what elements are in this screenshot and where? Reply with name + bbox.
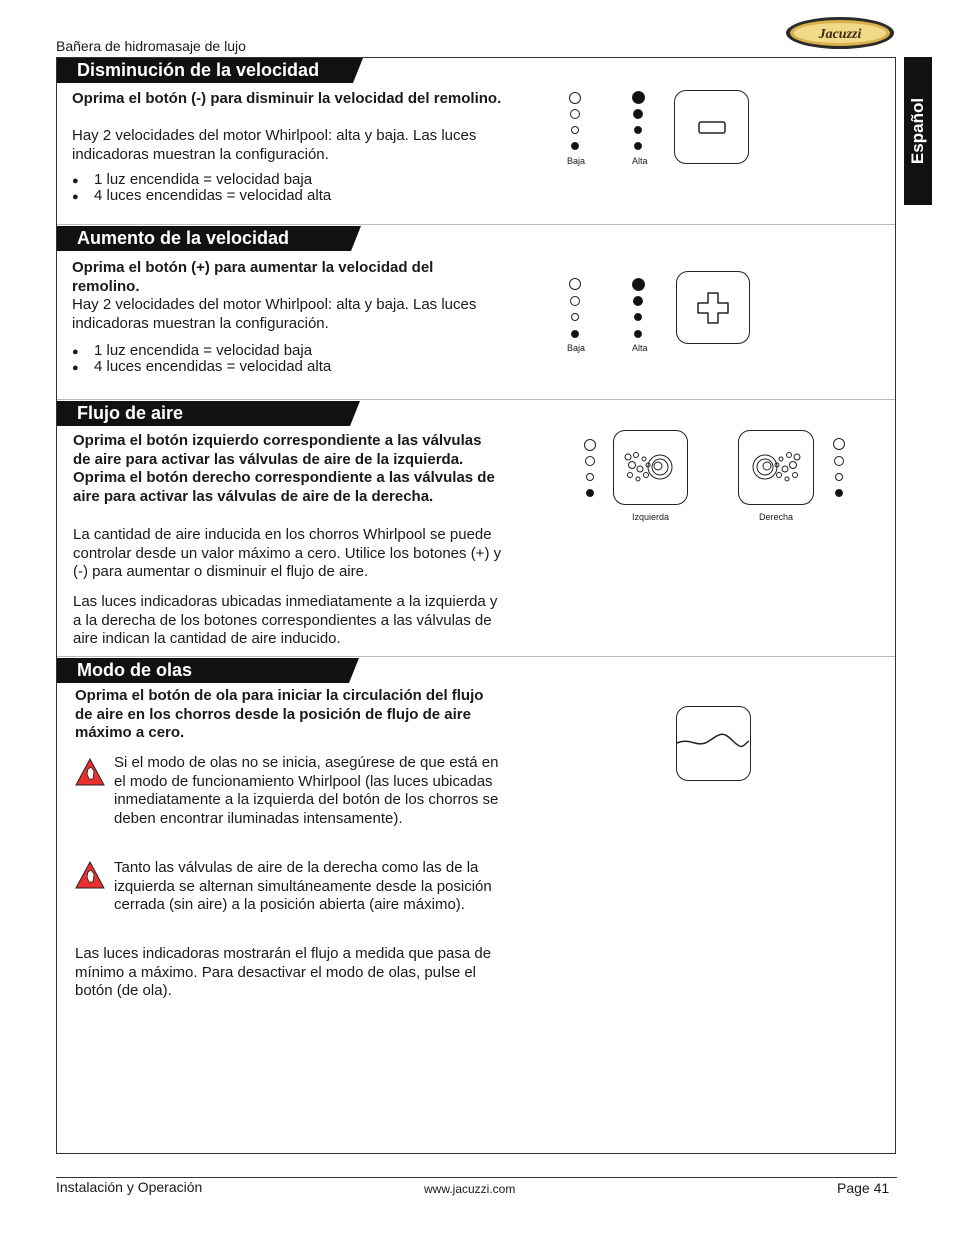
speed-up-body: Hay 2 velocidades del motor Whirlpool: alta y baja. Las luces indicadoras muestran la configuración.: [72, 296, 477, 332]
air-bubbles-icon: [739, 431, 812, 503]
label-left: Izquierda: [632, 512, 670, 522]
plus-button[interactable]: [676, 271, 750, 344]
warning-icon: [74, 860, 106, 890]
indicator-light-on: [634, 313, 642, 321]
indicator-light-on: [571, 142, 579, 150]
indicator-light: [570, 296, 580, 306]
indicator-light-on: [632, 91, 645, 104]
indicator-light-on: [633, 296, 643, 306]
label-low: Baja: [567, 156, 586, 166]
speed-down-bullet-2: ● 4 luces encendidas = velocidad alta: [94, 188, 331, 204]
label-high: Alta: [632, 156, 648, 166]
indicator-light: [569, 278, 581, 290]
speed-down-bullet-1: ● 1 luz encendida = velocidad baja: [94, 172, 312, 188]
page-number: Page 41: [837, 1180, 890, 1196]
indicator-light: [585, 456, 595, 466]
indicator-light-on: [634, 126, 642, 134]
plus-icon: [677, 272, 748, 343]
indicator-light-on: [571, 330, 579, 338]
indicator-light: [834, 456, 844, 466]
divider: [57, 656, 895, 657]
air-flow-body-1: La cantidad de aire inducida en los chorros Whirlpool se puede controlar desde un valor máximo a cero. Utilice los botones (+) y (-) para aumentar o disminuir el flujo de aire.: [73, 526, 502, 581]
wave-body: Las luces indicadoras mostrarán el flujo a medida que pasa de mínimo a máximo. Para desactivar el modo de olas, pulse el botón (de ola).: [75, 945, 492, 1000]
wave-warning-1: Si el modo de olas no se inicia, asegúrese de que está en el modo de funcionamiento Whirlpool (las luces ubicadas inmediatamente a la izquierda del botón de los chorros se deben encontrar iluminadas intensamente).: [114, 754, 499, 827]
indicator-light: [571, 126, 579, 134]
label-right: Derecha: [759, 512, 794, 522]
jacuzzi-logo: [785, 16, 895, 50]
air-flow-lead: Oprima el botón izquierdo correspondiente a las válvulas de aire para activar las válvulas de aire de la izquierda. Oprima el botón derecho correspondiente a las válvulas de aire para activar las válvulas de aire de la derecha.: [73, 432, 495, 505]
air-flow-body-2: Las luces indicadoras ubicadas inmediatamente a la izquierda y a la derecha de los botones correspondientes a las válvulas de aire indican la cantidad de aire inducido.: [73, 593, 498, 648]
indicator-light: [833, 438, 845, 450]
wave-icon: [677, 707, 749, 779]
minus-icon: [675, 91, 747, 163]
wave-lead: Oprima el botón de ola para iniciar la circulación del flujo de aire en los chorros desde la posición de flujo de aire máximo a cero.: [75, 687, 484, 742]
divider: [57, 399, 895, 400]
indicator-light: [835, 473, 843, 481]
section-title-wave: Modo de olas: [57, 658, 349, 683]
wave-button[interactable]: [676, 706, 751, 781]
section-title-air-flow: Flujo de aire: [57, 401, 350, 426]
wave-warning-2: Tanto las válvulas de aire de la derecha como las de la izquierda se alternan simultáneamente desde la posición cerrada (sin aire) a la posición abierta (aire máximo).: [114, 859, 492, 914]
label-high: Alta: [632, 343, 648, 353]
indicator-light-on: [632, 278, 645, 291]
divider: [57, 224, 895, 225]
footer-rule: [56, 1177, 897, 1178]
speed-down-body: Hay 2 velocidades del motor Whirlpool: alta y baja. Las luces indicadoras muestran la configuración.: [72, 127, 477, 163]
indicator-light: [570, 109, 580, 119]
warning-icon: [74, 757, 106, 787]
air-bubbles-icon: [614, 431, 686, 503]
svg-text:Jacuzzi: Jacuzzi: [818, 27, 862, 42]
indicator-light: [571, 313, 579, 321]
footer-left: Instalación y Operación: [56, 1179, 203, 1195]
language-tab: [904, 57, 932, 205]
air-left-button[interactable]: [613, 430, 688, 505]
minus-button[interactable]: [674, 90, 749, 164]
indicator-light-on: [633, 109, 643, 119]
label-low: Baja: [567, 343, 586, 353]
speed-up-bullet-1: ● 1 luz encendida = velocidad baja: [94, 343, 312, 359]
indicator-light-on: [835, 489, 843, 497]
indicator-light-on: [634, 142, 642, 150]
section-title-speed-up: Aumento de la velocidad: [57, 226, 351, 251]
indicator-light-on: [586, 489, 594, 497]
speed-up-bullet-2: ● 4 luces encendidas = velocidad alta: [94, 359, 331, 375]
document-title: Bañera de hidromasaje de lujo: [56, 38, 246, 54]
air-right-button[interactable]: [738, 430, 814, 505]
speed-down-lead: Oprima el botón (-) para disminuir la velocidad del remolino.: [72, 90, 502, 107]
language-tab-label: Español: [908, 97, 927, 165]
speed-up-lead: Oprima el botón (+) para aumentar la velocidad del remolino.: [72, 259, 434, 295]
indicator-light: [569, 92, 581, 104]
indicator-light: [586, 473, 594, 481]
indicator-light: [584, 439, 596, 451]
footer-url[interactable]: www.jacuzzi.com: [424, 1182, 516, 1196]
section-title-speed-down: Disminución de la velocidad: [57, 58, 353, 83]
indicator-light-on: [634, 330, 642, 338]
